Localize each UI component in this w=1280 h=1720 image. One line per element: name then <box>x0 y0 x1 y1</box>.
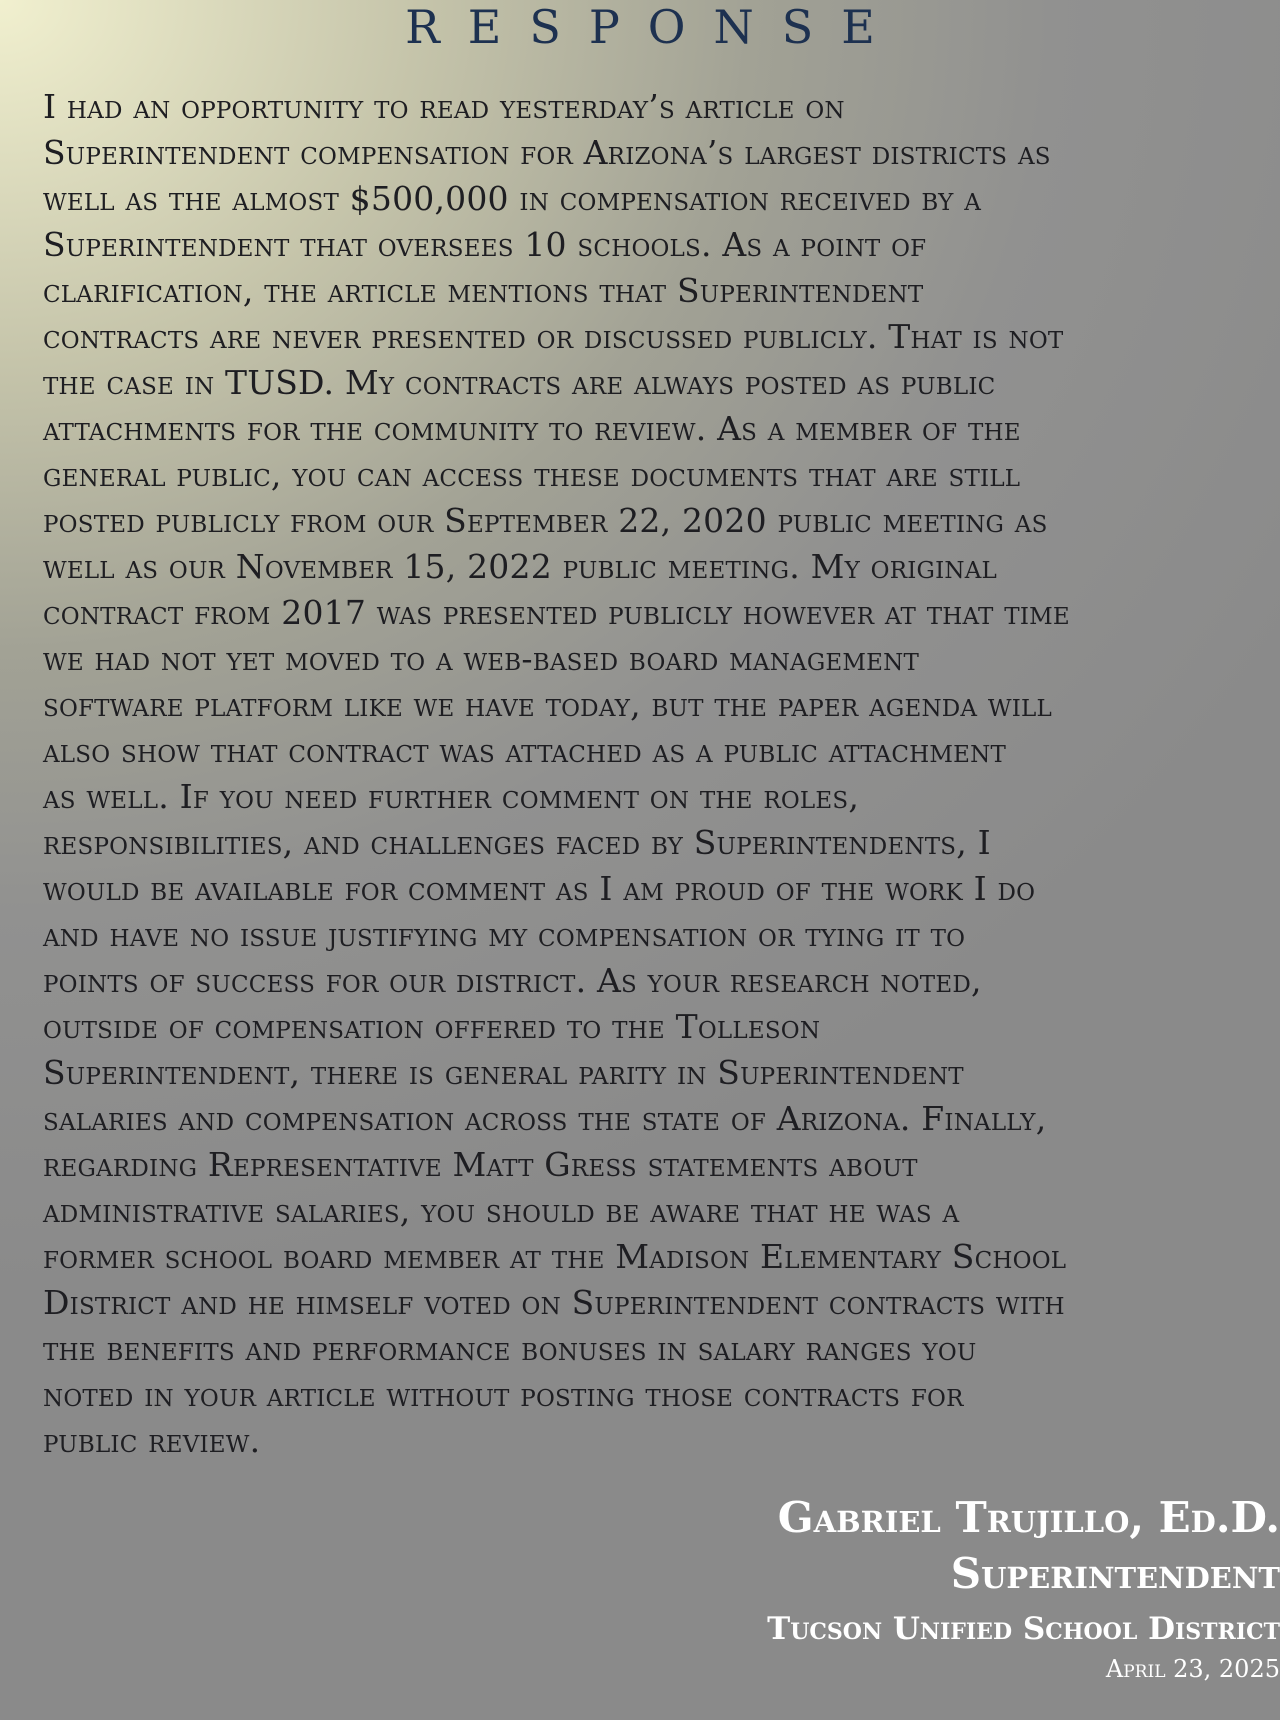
body-line: contract from 2017 was presented publicly however at that time <box>43 593 1070 632</box>
body-line: Superintendent compensation for Arizona’s largest districts as <box>43 133 1051 172</box>
body-line: administrative salaries, you should be aware that he was a <box>43 1191 960 1230</box>
response-body <box>43 84 1243 1464</box>
body-line: the benefits and performance bonuses in salary ranges you <box>43 1329 977 1368</box>
body-line: the case in TUSD. My contracts are always posted as public <box>43 363 996 402</box>
body-line: I had an opportunity to read yesterday’s article on <box>43 87 845 126</box>
signer-title: Superintendent <box>950 1549 1280 1598</box>
body-line: contracts are never presented or discussed publicly. That is not <box>43 317 1064 356</box>
letter-date: April 23, 2025 <box>1105 1655 1280 1683</box>
signer-name: Gabriel Trujillo, Ed.D. <box>777 1493 1280 1542</box>
body-line: posted publicly from our September 22, 2020 public meeting as <box>43 501 1048 540</box>
body-line: salaries and compensation across the state of Arizona. Finally, <box>43 1099 1047 1138</box>
body-line: general public, you can access these documents that are still <box>43 455 1021 494</box>
body-line: well as our November 15, 2022 public meeting. My original <box>43 547 998 586</box>
body-line: public review. <box>43 1421 261 1460</box>
body-line: District and he himself voted on Superintendent contracts with <box>43 1283 1065 1322</box>
body-line: Superintendent, there is general parity in Superintendent <box>43 1053 964 1092</box>
body-line: we had not yet moved to a web-based board management <box>43 639 920 678</box>
body-line: regarding Representative Matt Gress statements about <box>43 1145 918 1184</box>
body-line: former school board member at the Madison Elementary School <box>43 1237 1067 1276</box>
body-line: well as the almost $500,000 in compensation received by a <box>43 179 982 218</box>
signer-organization: Tucson Unified School District <box>767 1611 1280 1647</box>
body-line: clarification, the article mentions that Superintendent <box>43 271 924 310</box>
body-line: responsibilities, and challenges faced by Superintendents, I <box>43 823 991 862</box>
page-heading: RESPONSE <box>405 0 903 54</box>
body-line: and have no issue justifying my compensation or tying it to <box>43 915 966 954</box>
body-line: points of success for our district. As your research noted, <box>43 961 982 1000</box>
body-line: attachments for the community to review. As a member of the <box>43 409 1021 448</box>
signature-block <box>280 1490 1280 1686</box>
body-line: outside of compensation offered to the Tolleson <box>43 1007 821 1046</box>
body-line: noted in your article without posting those contracts for <box>43 1375 964 1414</box>
body-line: Superintendent that oversees 10 schools. As a point of <box>43 225 927 264</box>
body-line: also show that contract was attached as a public attachment <box>43 731 1007 770</box>
body-line: would be available for comment as I am proud of the work I do <box>43 869 1036 908</box>
body-line: software platform like we have today, but the paper agenda will <box>43 685 1053 724</box>
body-line: as well. If you need further comment on the roles, <box>43 777 860 816</box>
